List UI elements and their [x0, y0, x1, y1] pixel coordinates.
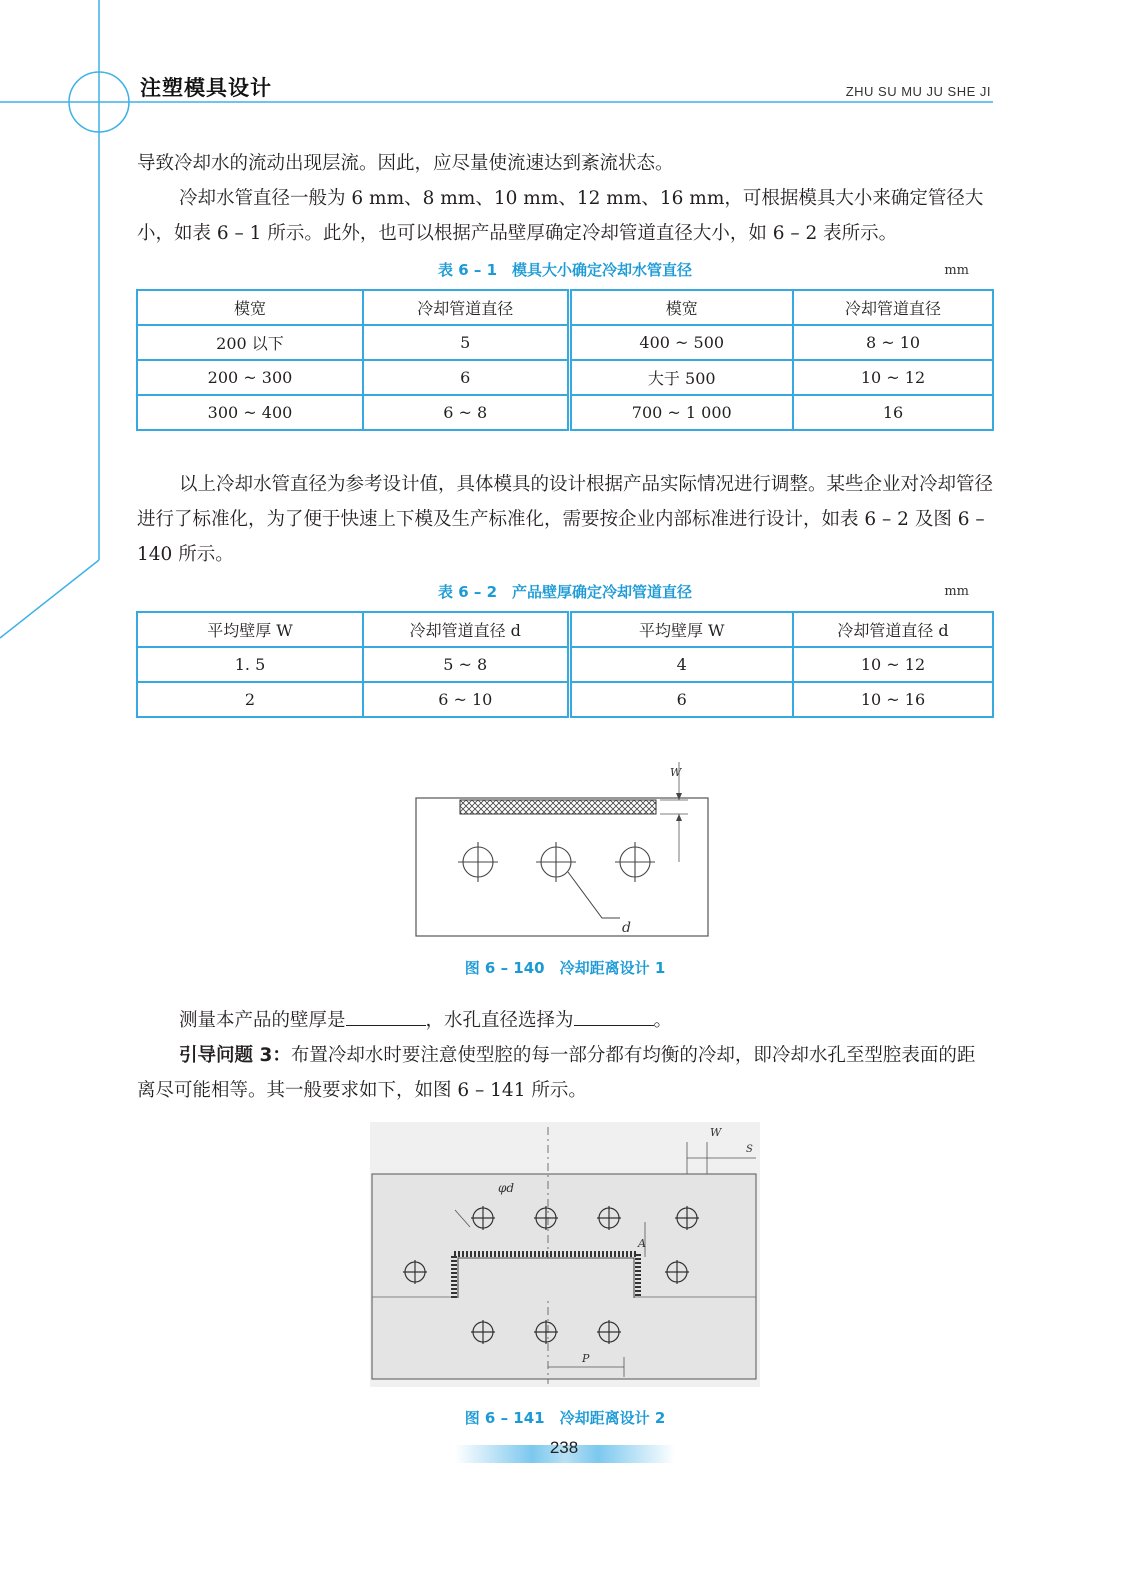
table-cell: 300 ~ 400 — [137, 395, 363, 430]
paragraph-2: 冷却水管直径一般为 6 mm、8 mm、10 mm、12 mm、16 mm，可根据模具大小来确定管径大小，如表 6 – 1 所示。此外，也可以根据产品壁厚确定冷却管道直径大小，如 6 – 2 表所示。 — [137, 188, 984, 244]
table-header-cell: 冷却管道直径 d — [793, 612, 993, 647]
table1-caption: 表 6 – 1 模具大小确定冷却水管直径 — [437, 261, 693, 279]
table-cell: 8 ~ 10 — [793, 325, 993, 360]
table-row — [137, 647, 993, 682]
table-cell: 大于 500 — [569, 360, 793, 395]
table-header-cell: 平均壁厚 W — [137, 612, 363, 647]
paragraph-3: 以上冷却水管直径为参考设计值，具体模具的设计根据产品实际情况进行调整。某些企业对冷却管径进行了标准化，为了便于快速上下模及生产标准化，需要按企业内部标准进行设计，如表 6 – 2 及图 6 – 140 所示。 — [137, 474, 994, 565]
header-pinyin: ZHU SU MU JU SHE JI — [845, 84, 991, 99]
table-cell: 10 ~ 12 — [793, 360, 993, 395]
header-title: 注塑模具设计 — [140, 76, 272, 100]
table-cell: 4 — [569, 647, 793, 682]
table2-unit: mm — [944, 584, 969, 599]
table-cell: 200 以下 — [137, 325, 363, 360]
guide-question-text: 布置冷却水时要注意使型腔的每一部分都有均衡的冷却，即冷却水孔至型腔表面的距离尽可能相等。其一般要求如下，如图 6 – 141 所示。 — [137, 1045, 976, 1101]
hole-diameter-blank[interactable] — [574, 1005, 654, 1026]
table-cell: 6 ~ 10 — [363, 682, 569, 717]
table-cell: 6 — [569, 682, 793, 717]
page-number: 238 — [549, 1438, 579, 1457]
question-text-1: 测量本产品的壁厚是 — [179, 1010, 346, 1031]
figure-140-drawing — [412, 752, 712, 942]
figure-140-label-w: W — [670, 766, 682, 779]
table-cell: 2 — [137, 682, 363, 717]
figure-141-label-w: W — [710, 1126, 722, 1139]
figure-141-drawing — [370, 1122, 760, 1387]
figure-141-label-s: S — [746, 1144, 753, 1155]
figure-141-label-a: A — [638, 1237, 646, 1250]
table-cell: 6 ~ 8 — [363, 395, 569, 430]
table-header-cell: 平均壁厚 W — [569, 612, 793, 647]
figure-141-label-phid: φd — [498, 1181, 515, 1195]
table-header-cell: 冷却管道直径 — [363, 290, 569, 325]
table-cell: 5 ~ 8 — [363, 647, 569, 682]
table-cell: 5 — [363, 325, 569, 360]
table-cell: 700 ~ 1 000 — [569, 395, 793, 430]
table-row — [137, 360, 993, 395]
table-header-row — [137, 612, 993, 647]
figure-140-label-d: d — [622, 920, 631, 936]
table-row — [137, 325, 993, 360]
table-cell: 10 ~ 16 — [793, 682, 993, 717]
figure-140-caption: 图 6 – 140 冷却距离设计 1 — [464, 959, 666, 977]
table-cell: 200 ~ 300 — [137, 360, 363, 395]
wall-thickness-blank[interactable] — [346, 1005, 426, 1026]
paragraph-5 — [137, 1038, 993, 1108]
table-cell: 16 — [793, 395, 993, 430]
table-row — [137, 682, 993, 717]
table-header-row — [137, 290, 993, 325]
paragraph-4 — [137, 1003, 993, 1038]
table-cell: 10 ~ 12 — [793, 647, 993, 682]
table1 — [136, 289, 994, 431]
table-header-cell: 冷却管道直径 d — [363, 612, 569, 647]
figure-141-caption: 图 6 – 141 冷却距离设计 2 — [464, 1409, 666, 1427]
guide-question-label: 引导问题 3： — [179, 1045, 291, 1066]
table-cell: 400 ~ 500 — [569, 325, 793, 360]
table-header-cell: 模宽 — [569, 290, 793, 325]
table-cell: 6 — [363, 360, 569, 395]
table2-caption: 表 6 – 2 产品壁厚确定冷却管道直径 — [437, 583, 693, 601]
table-cell: 1. 5 — [137, 647, 363, 682]
question-text-2: ，水孔直径选择为 — [425, 1010, 574, 1031]
table-row — [137, 395, 993, 430]
question-text-3: 。 — [653, 1010, 673, 1031]
table2 — [136, 611, 994, 718]
table-header-cell: 冷却管道直径 — [793, 290, 993, 325]
figure-141-label-p: P — [582, 1352, 590, 1365]
paragraph-1: 导致冷却水的流动出现层流。因此，应尽量使流速达到紊流状态。 — [137, 153, 674, 174]
table-header-cell: 模宽 — [137, 290, 363, 325]
table1-unit: mm — [944, 263, 969, 278]
